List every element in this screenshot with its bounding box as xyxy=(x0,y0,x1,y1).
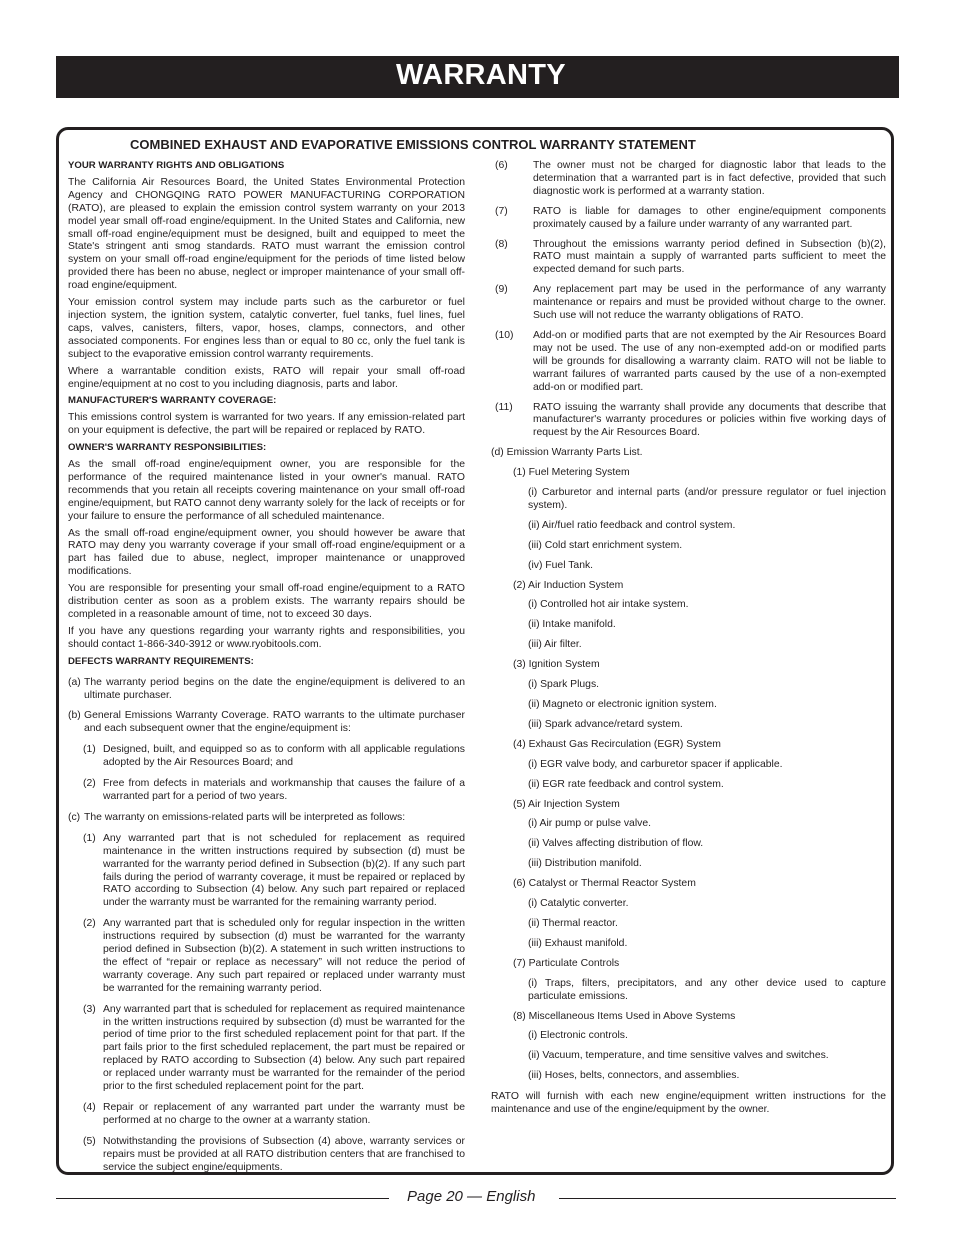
parts-list-heading: (d) Emission Warranty Parts List. xyxy=(491,447,643,459)
paragraph: You are responsible for presenting your small off-road engine/equipment to a RATO distribution center as soon as a problem exists. The warranty repairs should be completed in a reasonable amount of time, not to exceed 30 days. xyxy=(68,583,465,620)
list-item xyxy=(68,833,465,910)
parts-list-item: (iii) Spark advance/retard system. xyxy=(528,718,683,730)
item-number: (4) xyxy=(83,1102,96,1113)
parts-list-item: (ii) EGR rate feedback and control system. xyxy=(528,778,724,790)
list-item xyxy=(491,239,886,278)
parts-category: (1) Fuel Metering System xyxy=(513,467,630,479)
parts-list-item: (ii) Vacuum, temperature, and time sensitive valves and switches. xyxy=(528,1050,829,1062)
list-item xyxy=(68,677,465,703)
list-item xyxy=(491,206,886,232)
paragraph: The California Air Resources Board, the United States Environmental Protection Agency and CHONGQING RATO POWER MANUFACTURING CORPORATION (RATO), are pleased to explain the emission control system warranty on your 2013 model year small off-road engine/equipment. In the United States and California, new small off-road engine/equipment must be designed, built and equipped to meet the State's stringent anti smog standards. RATO must warrant the emission control system on your small off-road engine/equipment for the periods of time listed below provided there has been no abuse, neglect or improper maintenance of your small off-road engine/equipment. xyxy=(68,176,465,292)
owner-heading: OWNER'S WARRANTY RESPONSIBILITIES: xyxy=(68,442,267,454)
rights-heading: YOUR WARRANTY RIGHTS AND OBLIGATIONS xyxy=(68,160,285,171)
item-number: (1) xyxy=(83,832,96,844)
item-text: Free from defects in materials and workmanship that causes the failure of a warranted part for a period of two years. xyxy=(103,778,465,802)
coverage-heading: MANUFACTURER'S WARRANTY COVERAGE: xyxy=(68,395,277,407)
item-text: The warranty on emissions-related parts will be interpreted as follows: xyxy=(84,811,406,823)
item-text: The owner must not be charged for diagnostic labor that leads to the determination that a warranted part is in fact defective, provided that such diagnostic work is performed at a warranty station. xyxy=(533,160,886,197)
parts-category: (6) Catalyst or Thermal Reactor System xyxy=(513,878,696,890)
parts-list-item: (i) Carburetor and internal parts (and/or pressure regulator or fuel injection system). xyxy=(528,487,886,511)
item-text: The warranty period begins on the date the engine/equipment is delivered to an ultimate purchaser. xyxy=(84,676,465,701)
paragraph: This emissions control system is warranted for two years. If any emission-related part on your equipment is defective, the part will be repaired or replaced by RATO. xyxy=(68,412,465,437)
list-item xyxy=(68,1136,465,1175)
list-item xyxy=(491,160,886,199)
list-item xyxy=(68,1102,465,1128)
item-number: (2) xyxy=(83,918,96,930)
page-number: Page 20 — English xyxy=(407,1188,536,1205)
paragraph: Where a warrantable condition exists, RATO will repair your small off-road engine/equipment at no cost to you including diagnosis, parts and labor. xyxy=(68,365,465,390)
footer-rule-left xyxy=(56,1198,389,1199)
item-number: (6) xyxy=(495,160,508,171)
section-title: COMBINED EXHAUST AND EVAPORATIVE EMISSIONS CONTROL WARRANTY STATEMENT xyxy=(130,137,696,152)
item-number: (11) xyxy=(495,401,513,413)
footer-rule-right xyxy=(559,1198,896,1199)
parts-list-item: (i) Air pump or pulse valve. xyxy=(528,818,652,830)
parts-list-item: (iii) Air filter. xyxy=(528,639,582,651)
paragraph: Your emission control system may include parts such as the carburetor or fuel injection system, the ignition system, catalytic converter, fuel tanks, fuel lines, fuel caps, valves, canisters, filters, vapor, hoses, clamps, connectors, and other associated components. For engines less than or equal to 80 cc, only the fuel tank is subject to the evaporative emission control warranty requirements. xyxy=(68,297,465,360)
item-number: (2) xyxy=(83,778,96,790)
list-item xyxy=(68,744,465,770)
parts-list-item: (i) Controlled hot air intake system. xyxy=(528,599,689,611)
list-item xyxy=(68,778,465,804)
parts-category: (5) Air Injection System xyxy=(513,798,620,810)
parts-category: (8) Miscellaneous Items Used in Above Systems xyxy=(513,1010,736,1022)
parts-list xyxy=(491,467,886,1083)
parts-category: (2) Air Induction System xyxy=(513,579,624,591)
right-column xyxy=(491,160,886,1121)
list-item xyxy=(68,710,465,736)
item-number: (8) xyxy=(495,238,508,250)
list-item xyxy=(491,330,886,395)
parts-list-item: (ii) Valves affecting distribution of flow. xyxy=(528,838,704,850)
parts-category: (7) Particulate Controls xyxy=(513,957,620,969)
parts-list-item: (iii) Hoses, belts, connectors, and assemblies. xyxy=(528,1070,740,1082)
item-text: Repair or replacement of any warranted part under the warranty must be performed at no charge to the owner at a warranty station. xyxy=(103,1102,465,1126)
list-item xyxy=(68,918,465,995)
list-item xyxy=(68,1004,465,1094)
list-item xyxy=(491,284,886,323)
item-text: Any replacement part may be used in the performance of any warranty maintenance or repairs and must be provided without charge to the owner. Such use will not reduce the warranty obligations of RATO. xyxy=(533,284,886,322)
parts-list-item: (ii) Thermal reactor. xyxy=(528,917,618,929)
page-title: WARRANTY xyxy=(396,59,566,91)
parts-list-item: (iii) Distribution manifold. xyxy=(528,858,642,870)
paragraph: As the small off-road engine/equipment owner, you should however be aware that RATO may deny you warranty coverage if your small off-road engine/equipment or a part has failed due to abuse, neglect, improper maintenance or unapproved modifications. xyxy=(68,527,465,578)
left-column xyxy=(68,160,465,1175)
parts-list-item: (iii) Exhaust manifold. xyxy=(528,937,628,949)
item-number: (9) xyxy=(495,284,508,296)
list-item xyxy=(68,812,465,825)
paragraph: As the small off-road engine/equipment owner, you are responsible for the performance of the required maintenance listed in your owner's manual. RATO recommends that you retain all receipts covering maintenance on your small off-road engine/equipment, but RATO cannot deny warranty solely for the lack of receipts or for your failure to ensure the performance of all scheduled maintenance. xyxy=(68,459,465,522)
item-text: Designed, built, and equipped so as to conform with all applicable regulations adopted by the Air Resources Board; and xyxy=(103,744,465,769)
parts-list-item: (iii) Cold start enrichment system. xyxy=(528,539,683,551)
item-number: (3) xyxy=(83,1003,96,1015)
item-text: RATO issuing the warranty shall provide any documents that describe that manufacturer's warranty procedures or policies within five working days of request by the Air Resources Board. xyxy=(533,401,886,439)
parts-list-item: (i) Traps, filters, precipitators, and any other device used to capture particulate emissions. xyxy=(528,977,886,1002)
parts-list-item: (ii) Air/fuel ratio feedback and control system. xyxy=(528,519,736,531)
parts-list-item: (i) Electronic controls. xyxy=(528,1030,628,1042)
parts-list-item: (i) EGR valve body, and carburetor spacer if applicable. xyxy=(528,758,783,770)
item-text: RATO is liable for damages to other engine/equipment components proximately caused by a failure under warranty of any warranted part. xyxy=(533,205,886,230)
closing-paragraph: RATO will furnish with each new engine/equipment written instructions for the maintenance and use of the engine/equipment by the owner. xyxy=(491,1091,886,1116)
defects-heading: DEFECTS WARRANTY REQUIREMENTS: xyxy=(68,655,254,667)
item-number: (10) xyxy=(495,329,514,341)
item-number: (5) xyxy=(83,1135,96,1147)
item-number: (7) xyxy=(495,205,508,217)
warranty-banner xyxy=(56,56,899,98)
parts-list-item: (iv) Fuel Tank. xyxy=(528,559,594,571)
parts-category: (4) Exhaust Gas Recirculation (EGR) System xyxy=(513,738,721,750)
item-text: Any warranted part that is not scheduled for replacement as required maintenance in the written instructions required by subsection (d) must be warranted for the warranty period defined in Subsection (b)(2). If any such part fails during the period of warranty coverage, it must be repaired or replaced by RATO according to Subsection (4) below. Any such part repaired or replaced under the warranty must be warranted for the remaining warranty period. xyxy=(103,832,465,909)
parts-list-item: (ii) Intake manifold. xyxy=(528,619,616,631)
item-text: Notwithstanding the provisions of Subsection (4) above, warranty services or repairs must be provided at all RATO distribution centers that are franchised to service the subject engine/equipments. xyxy=(103,1135,465,1173)
parts-list-item: (ii) Magneto or electronic ignition system. xyxy=(528,699,717,710)
paragraph: If you have any questions regarding your warranty rights and responsibilities, you should contact 1-866-340-3912 or www.ryobitools.com. xyxy=(68,625,465,650)
item-text: General Emissions Warranty Coverage. RATO warrants to the ultimate purchaser and each subsequent owner that the engine/equipment is: xyxy=(84,710,465,735)
item-text: Any warranted part that is scheduled only for regular inspection in the written instructions required by subsection (d) must be warranted for the warranty period defined in Subsection (b)(2). A statement in such written instructions to the effect of “repair or replace as necessary” will not reduce the period of warranty coverage. Any such part repaired or replaced under warranty must be warranted for the remaining warranty period. xyxy=(103,918,465,994)
item-number: (1) xyxy=(83,744,96,756)
item-number: (a) xyxy=(68,676,81,688)
list-item xyxy=(491,402,886,441)
item-text: Throughout the emissions warranty period defined in Subsection (b)(2), RATO must maintain a supply of warranted parts sufficient to meet the expected demand for such parts. xyxy=(533,238,886,276)
item-number: (b) xyxy=(68,710,81,722)
parts-category: (3) Ignition System xyxy=(513,659,600,671)
item-number: (c) xyxy=(68,811,81,823)
parts-list-item: (i) Spark Plugs. xyxy=(528,679,600,691)
item-text: Add-on or modified parts that are not exempted by the Air Resources Board may not be used. The use of any non-exempted add-on or modified parts will be grounds for disallowing a warranty claim. RATO will not be liable to warrant failures of warranted parts caused by the use of a non-exempted add-on or modified part. xyxy=(533,329,886,393)
item-text: Any warranted part that is scheduled for replacement as required maintenance in the written instructions required by subsection (d) must be warranted for the period of time prior to the first scheduled replacement point for that part. If the part fails prior to the first scheduled replacement, the part must be repaired or replaced by RATO according to Subsection (4) below. Any such part repaired or replaced under warranty must be warranted for the remainder of the period prior to the first scheduled replacement point for the part. xyxy=(103,1003,465,1093)
parts-list-item: (i) Catalytic converter. xyxy=(528,898,629,910)
